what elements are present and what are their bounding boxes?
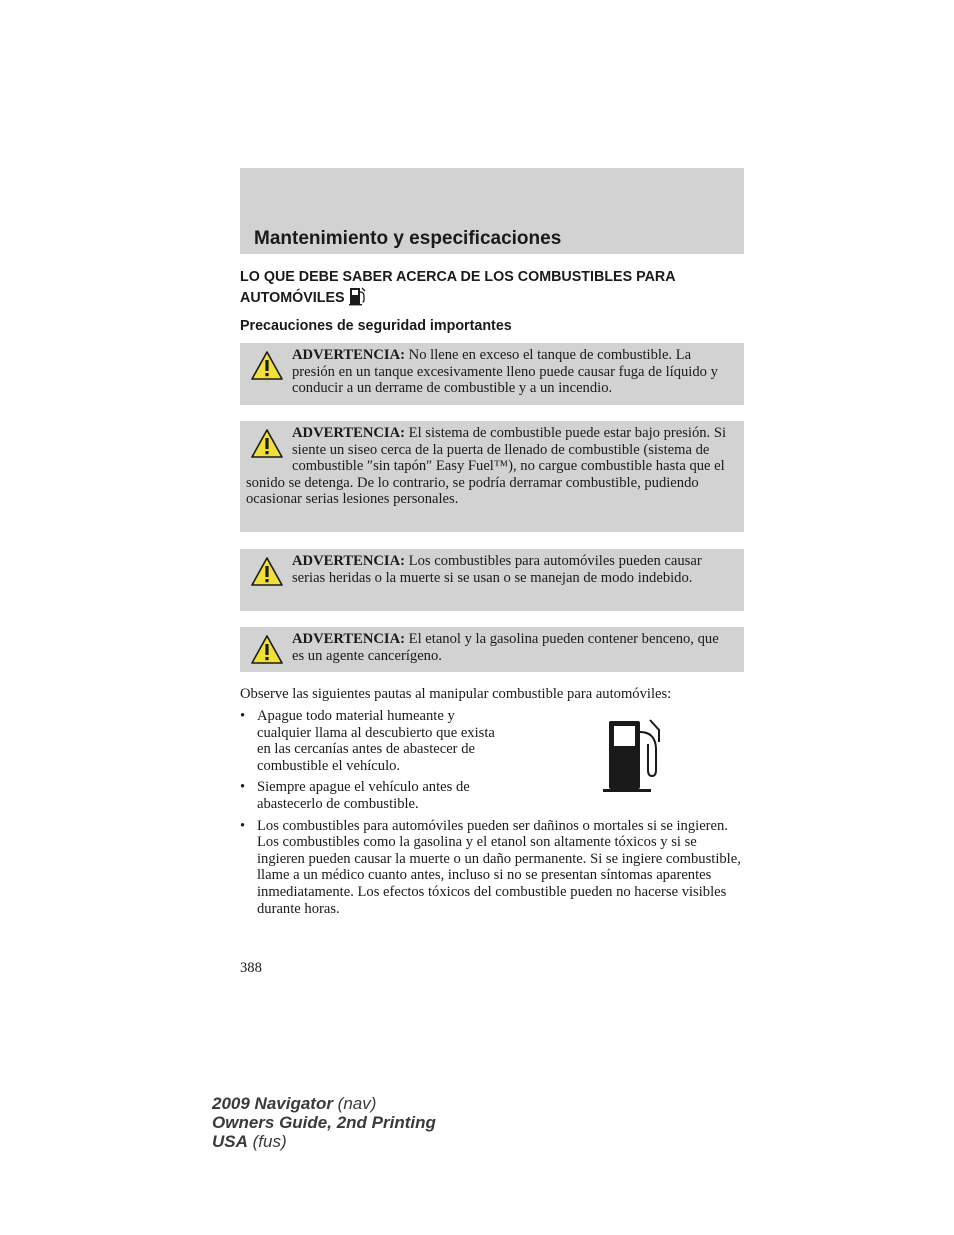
bullet-marker: • xyxy=(240,817,246,834)
warning-triangle-icon xyxy=(250,350,284,382)
list-item-text: Siempre apague el vehículo antes de abastecerlo de combustible. xyxy=(257,779,470,812)
document-footer xyxy=(212,1094,436,1151)
warning-text: Los combustibles para automóviles pueden causar serias heridas o la muerte si se usan o se manejan de modo indebido. xyxy=(292,553,702,586)
section-heading xyxy=(240,268,744,311)
footer-line xyxy=(212,1132,436,1151)
footer-market-code: (fus) xyxy=(247,1132,287,1151)
warning-triangle-icon xyxy=(250,556,284,588)
warning-label: ADVERTENCIA: xyxy=(292,347,406,363)
chapter-title: Mantenimiento y especificaciones xyxy=(254,228,562,249)
fuel-pump-icon xyxy=(349,286,367,311)
footer-edition: Owners Guide, 2nd Printing xyxy=(212,1113,436,1132)
sub-heading: Precauciones de seguridad importantes xyxy=(240,318,512,334)
bullet-list xyxy=(240,708,744,922)
warning-label: ADVERTENCIA: xyxy=(292,631,406,647)
warning-triangle-icon xyxy=(250,634,284,666)
footer-market: USA xyxy=(212,1132,248,1151)
list-item xyxy=(240,708,512,774)
footer-model-code: (nav) xyxy=(332,1094,377,1113)
warning-box xyxy=(240,549,744,611)
fuel-pump-icon xyxy=(603,718,663,794)
bullet-marker: • xyxy=(240,779,246,796)
chapter-header-band xyxy=(240,168,744,254)
page-number: 388 xyxy=(240,960,262,976)
warning-box xyxy=(240,343,744,405)
list-item xyxy=(240,818,744,918)
bullet-marker: • xyxy=(240,708,246,724)
warning-text: El sistema de combustible puede estar bajo presión. Si siente un siseo cerca de la puerta de llenado de combustible (sistema de combustible ″sin tapón″ Easy Fuel™), no cargue combustible hasta que el sonido se detenga. De lo contrario, se podría derramar combustible, pudiendo ocasionar serias lesiones personales. xyxy=(246,425,727,508)
footer-line xyxy=(212,1094,436,1113)
section-heading-text: LO QUE DEBE SABER ACERCA DE LOS COMBUSTIBLES PARA AUTOMÓVILES xyxy=(240,269,676,306)
footer-model: 2009 Navigator xyxy=(212,1094,333,1113)
list-item-text: Los combustibles para automóviles pueden ser dañinos o mortales si se ingieren. Los combustibles como la gasolina y el etanol son altamente tóxicos y si se ingieren pueden causar la muerte o un daño permanente. Si se ingiere combustible, llame a un médico cuanto antes, incluso si no se presentan síntomas aparentes inmediatamente. Los efectos tóxicos del combustible pueden no hacerse visibles durante horas. xyxy=(257,817,741,917)
warning-text: No llene en exceso el tanque de combustible. La presión en un tanque excesivamente lleno puede causar fuga de líquido y conducir a un derrame de combustible y a un incendio. xyxy=(292,347,718,397)
list-item-text: Apague todo material humeante y cualquier llama al descubierto que exista en las cercanías antes de abastecer de combustible el vehículo. xyxy=(257,708,495,774)
warning-text: El etanol y la gasolina pueden contener benceno, que es un agente cancerígeno. xyxy=(292,631,719,664)
warning-triangle-icon xyxy=(250,428,284,460)
warning-box xyxy=(240,421,744,532)
warning-label: ADVERTENCIA: xyxy=(292,553,406,569)
list-item xyxy=(240,779,512,812)
warning-box xyxy=(240,627,744,672)
warning-label: ADVERTENCIA: xyxy=(292,425,406,441)
intro-text: Observe las siguientes pautas al manipular combustible para automóviles: xyxy=(240,686,672,702)
